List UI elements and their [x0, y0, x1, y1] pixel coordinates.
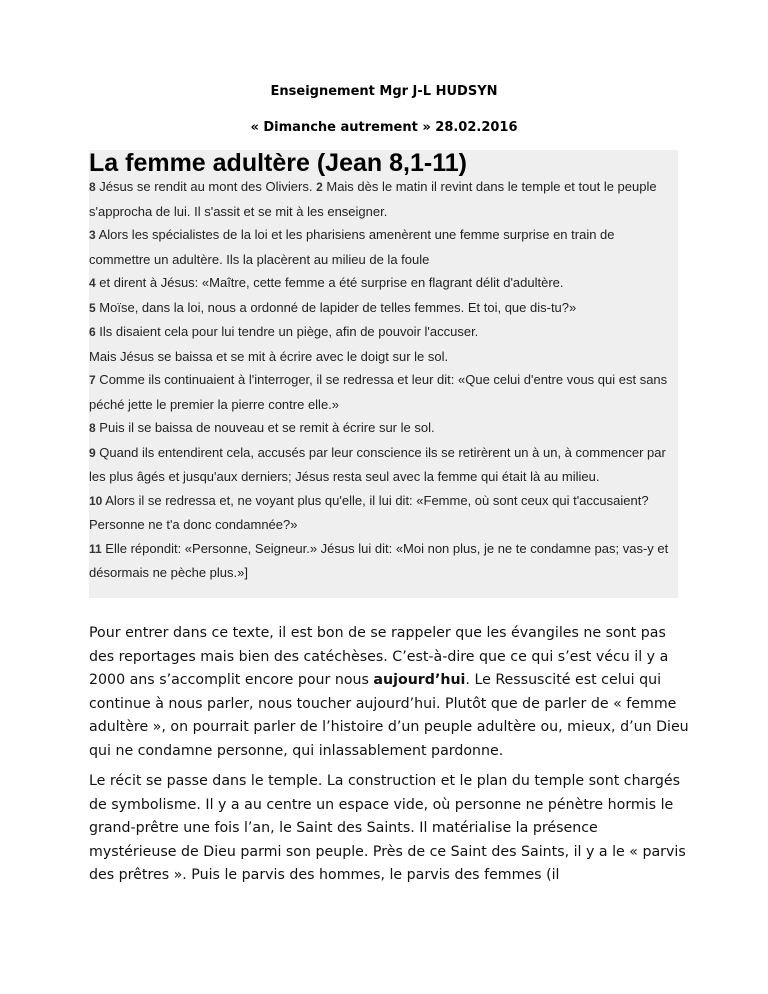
verse-text: Moïse, dans la loi, nous a ordonné de lapider de telles femmes. Et toi, que dis-tu?»: [95, 299, 577, 315]
paragraph-text: . Le Ressuscité est celui qui continue à nous parler, nous toucher aujourd’hui. Plutôt que de parler de « femme adultère », on pourrait parler de l’histoire d’un peuple adultère ou, mieux, d’un Dieu qui ne condamne personne, qui inlassablement pardonne.: [89, 672, 689, 759]
verse-1-2: [89, 175, 678, 223]
verse-number: 9: [89, 445, 96, 460]
verse-number: 11: [89, 541, 102, 556]
verse-4: [89, 271, 678, 296]
verse-number: 10: [89, 493, 103, 508]
document-author-header: Enseignement Mgr J-L HUDSYN: [270, 84, 498, 99]
verse-text: Alors il se redressa et, ne voyant plus qu'elle, il lui dit: «Femme, où sont ceux qui t'accusaient? Personne ne t'a donc condamnée?»: [89, 492, 649, 532]
emphasis-today: aujourd’hui: [373, 672, 466, 689]
verse-7: [89, 368, 678, 416]
verse-text: Mais dès le matin il revint dans le temple et tout le peuple s'approcha de lui. Il s'assit et se mit à les enseigner.: [89, 179, 657, 219]
verse-number: 8: [89, 180, 96, 194]
verse-text: Comme ils continuaient à l'interroger, il se redressa et leur dit: «Que celui d'entre vous qui est sans péché jette le premier la pierre contre elle.»: [89, 372, 668, 412]
verse-number: 5: [89, 300, 96, 315]
verse-text: Quand ils entendirent cela, accusés par leur conscience ils se retirèrent un à un, à commencer par les plus âgés et jusqu'aux derniers; Jésus resta seul avec la femme qui était là au milieu.: [89, 444, 666, 484]
verse-text: Alors les spécialistes de la loi et les pharisiens amenèrent une femme surprise en train de commettre un adultère. Ils la placèrent au milieu de la foule: [89, 227, 615, 267]
commentary-paragraph-2: [89, 770, 689, 888]
verse-number: 4: [89, 276, 96, 290]
verse-8: [89, 416, 678, 441]
verse-9: [89, 441, 678, 489]
verse-6b: Mais Jésus se baissa et se mit à écrire avec le doigt sur le sol.: [89, 348, 449, 364]
verse-5: [89, 296, 678, 321]
verse-6: [89, 320, 678, 345]
verse-10: [89, 489, 678, 537]
verse-number: 7: [89, 373, 96, 387]
gospel-title: La femme adultère (Jean 8,1-11): [89, 149, 467, 177]
verse-text: Ils disaient cela pour lui tendre un piège, afin de pouvoir l'accuser.: [95, 324, 479, 339]
verse-text: Puis il se baissa de nouveau et se remit à écrire sur le sol.: [95, 420, 435, 435]
gospel-excerpt-box: [89, 150, 678, 598]
paragraph-text: Le récit se passe dans le temple. La construction et le plan du temple sont chargés de symbolisme. Il y a au centre un espace vide, où personne ne pénètre hormis le grand-prêtre une fois l’an, le Saint des Saints. Il matérialise la présence mystérieuse de Dieu parmi son peuple. Près de ce Saint des Saints, il y a le « parvis des prêtres ». Puis le parvis des hommes, le parvis des femmes (il: [89, 773, 686, 884]
verse-number: 8: [89, 421, 96, 435]
verse-number: 2: [316, 180, 323, 194]
verse-text: et dirent à Jésus: «Maître, cette femme a été surprise en flagrant délit d'adultère.: [95, 275, 564, 290]
verse-number: 6: [89, 325, 96, 339]
paragraph-text: Pour entrer dans ce texte, il est bon de se rappeler que les évangiles ne sont pas des reportages mais bien des catéchèses. C’est-à-dire que ce qui s’est vécu il y a 2000 ans s’accomplit encore pour nous: [89, 625, 669, 689]
document-date-header: « Dimanche autrement » 28.02.2016: [250, 120, 518, 135]
commentary-paragraph-1: [89, 622, 689, 764]
verse-text: Jésus se rendit au mont des Oliviers.: [95, 179, 317, 194]
verse-text: Elle répondit: «Personne, Seigneur.» Jésus lui dit: «Moi non plus, je ne te condamne pas; vas-y et désormais ne pèche plus.»]: [89, 540, 669, 580]
verse-number: 3: [89, 228, 96, 242]
verse-3: [89, 223, 678, 271]
verse-11: [89, 537, 678, 585]
